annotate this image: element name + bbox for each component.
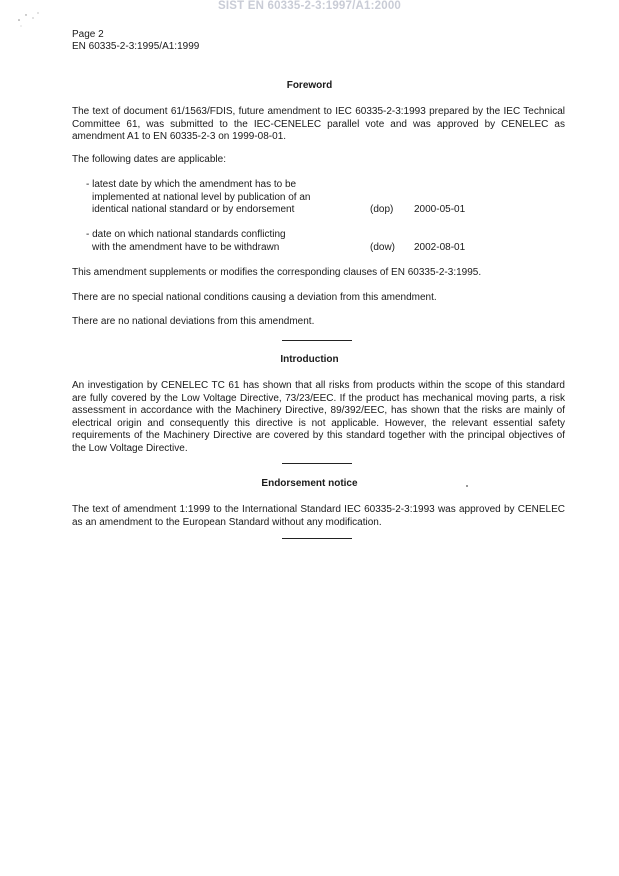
- introduction-paragraph: An investigation by CENELEC TC 61 has shown that all risks from products within the scope of this standard are fully covered by the Low Voltage Directive, 73/23/EEC. If the product has mechanical moving parts, a risk assessment in accordance with the Machinery Directive, 89/392/EEC, has shown that the risks are mainly of electrical origin and consequently this directive is not applicable. However, the relevant essential safety requirements of the Machinery Directive are covered by this standard together with the principal objectives of the Low Voltage Directive.: [72, 380, 565, 454]
- foreword-paragraph: The text of document 61/1563/FDIS, future amendment to IEC 60335-2-3:1993 prepared by the IEC Technical Committee 61, was submitted to the IEC-CENELEC parallel vote and was approved by CENELEC as amendment A1 to EN 60335-2-3 on 1999-08-01.: [72, 106, 565, 142]
- date-entry-line: - date on which national standards conflicting: [86, 229, 286, 240]
- date-entry-dow: [86, 229, 566, 257]
- date-entry-line: - latest date by which the amendment has to be: [86, 179, 297, 190]
- no-conditions-paragraph: There are no special national conditions causing a deviation from this amendment.: [72, 292, 437, 303]
- scan-speck: [466, 485, 468, 487]
- endorsement-paragraph: The text of amendment 1:1999 to the International Standard IEC 60335-2-3:1993 was approved by CENELEC as an amendment to the European Standard without any modification.: [72, 504, 565, 528]
- date-entry-text: [86, 229, 346, 254]
- date-entry-line: identical national standard or by endorsement: [92, 204, 295, 215]
- no-deviations-paragraph: There are no national deviations from this amendment.: [72, 316, 315, 327]
- date-entry-text: [86, 179, 346, 217]
- introduction-heading: Introduction: [280, 354, 339, 365]
- watermark: SIST EN 60335-2-3:1997/A1:2000: [217, 0, 402, 12]
- supplements-paragraph: This amendment supplements or modifies the corresponding clauses of EN 60335-2-3:1995.: [72, 267, 482, 278]
- document-id: EN 60335-2-3:1995/A1:1999: [72, 41, 200, 52]
- dates-intro: The following dates are applicable:: [72, 154, 226, 165]
- date-entry-line: with the amendment have to be withdrawn: [92, 241, 280, 253]
- section-divider: [282, 538, 352, 539]
- section-divider: [282, 340, 352, 341]
- date-abbreviation: (dop): [370, 204, 394, 215]
- date-value: 2002-08-01: [414, 242, 466, 253]
- endorsement-heading: Endorsement notice: [261, 478, 358, 489]
- scan-specks: [16, 12, 56, 72]
- date-value: 2000-05-01: [414, 204, 466, 215]
- date-entry-dop: [86, 179, 566, 219]
- foreword-heading: Foreword: [286, 80, 333, 91]
- date-abbreviation: (dow): [370, 242, 396, 253]
- date-entry-line: implemented at national level by publication of an: [92, 191, 311, 203]
- page-number: Page 2: [72, 29, 104, 40]
- section-divider: [282, 463, 352, 464]
